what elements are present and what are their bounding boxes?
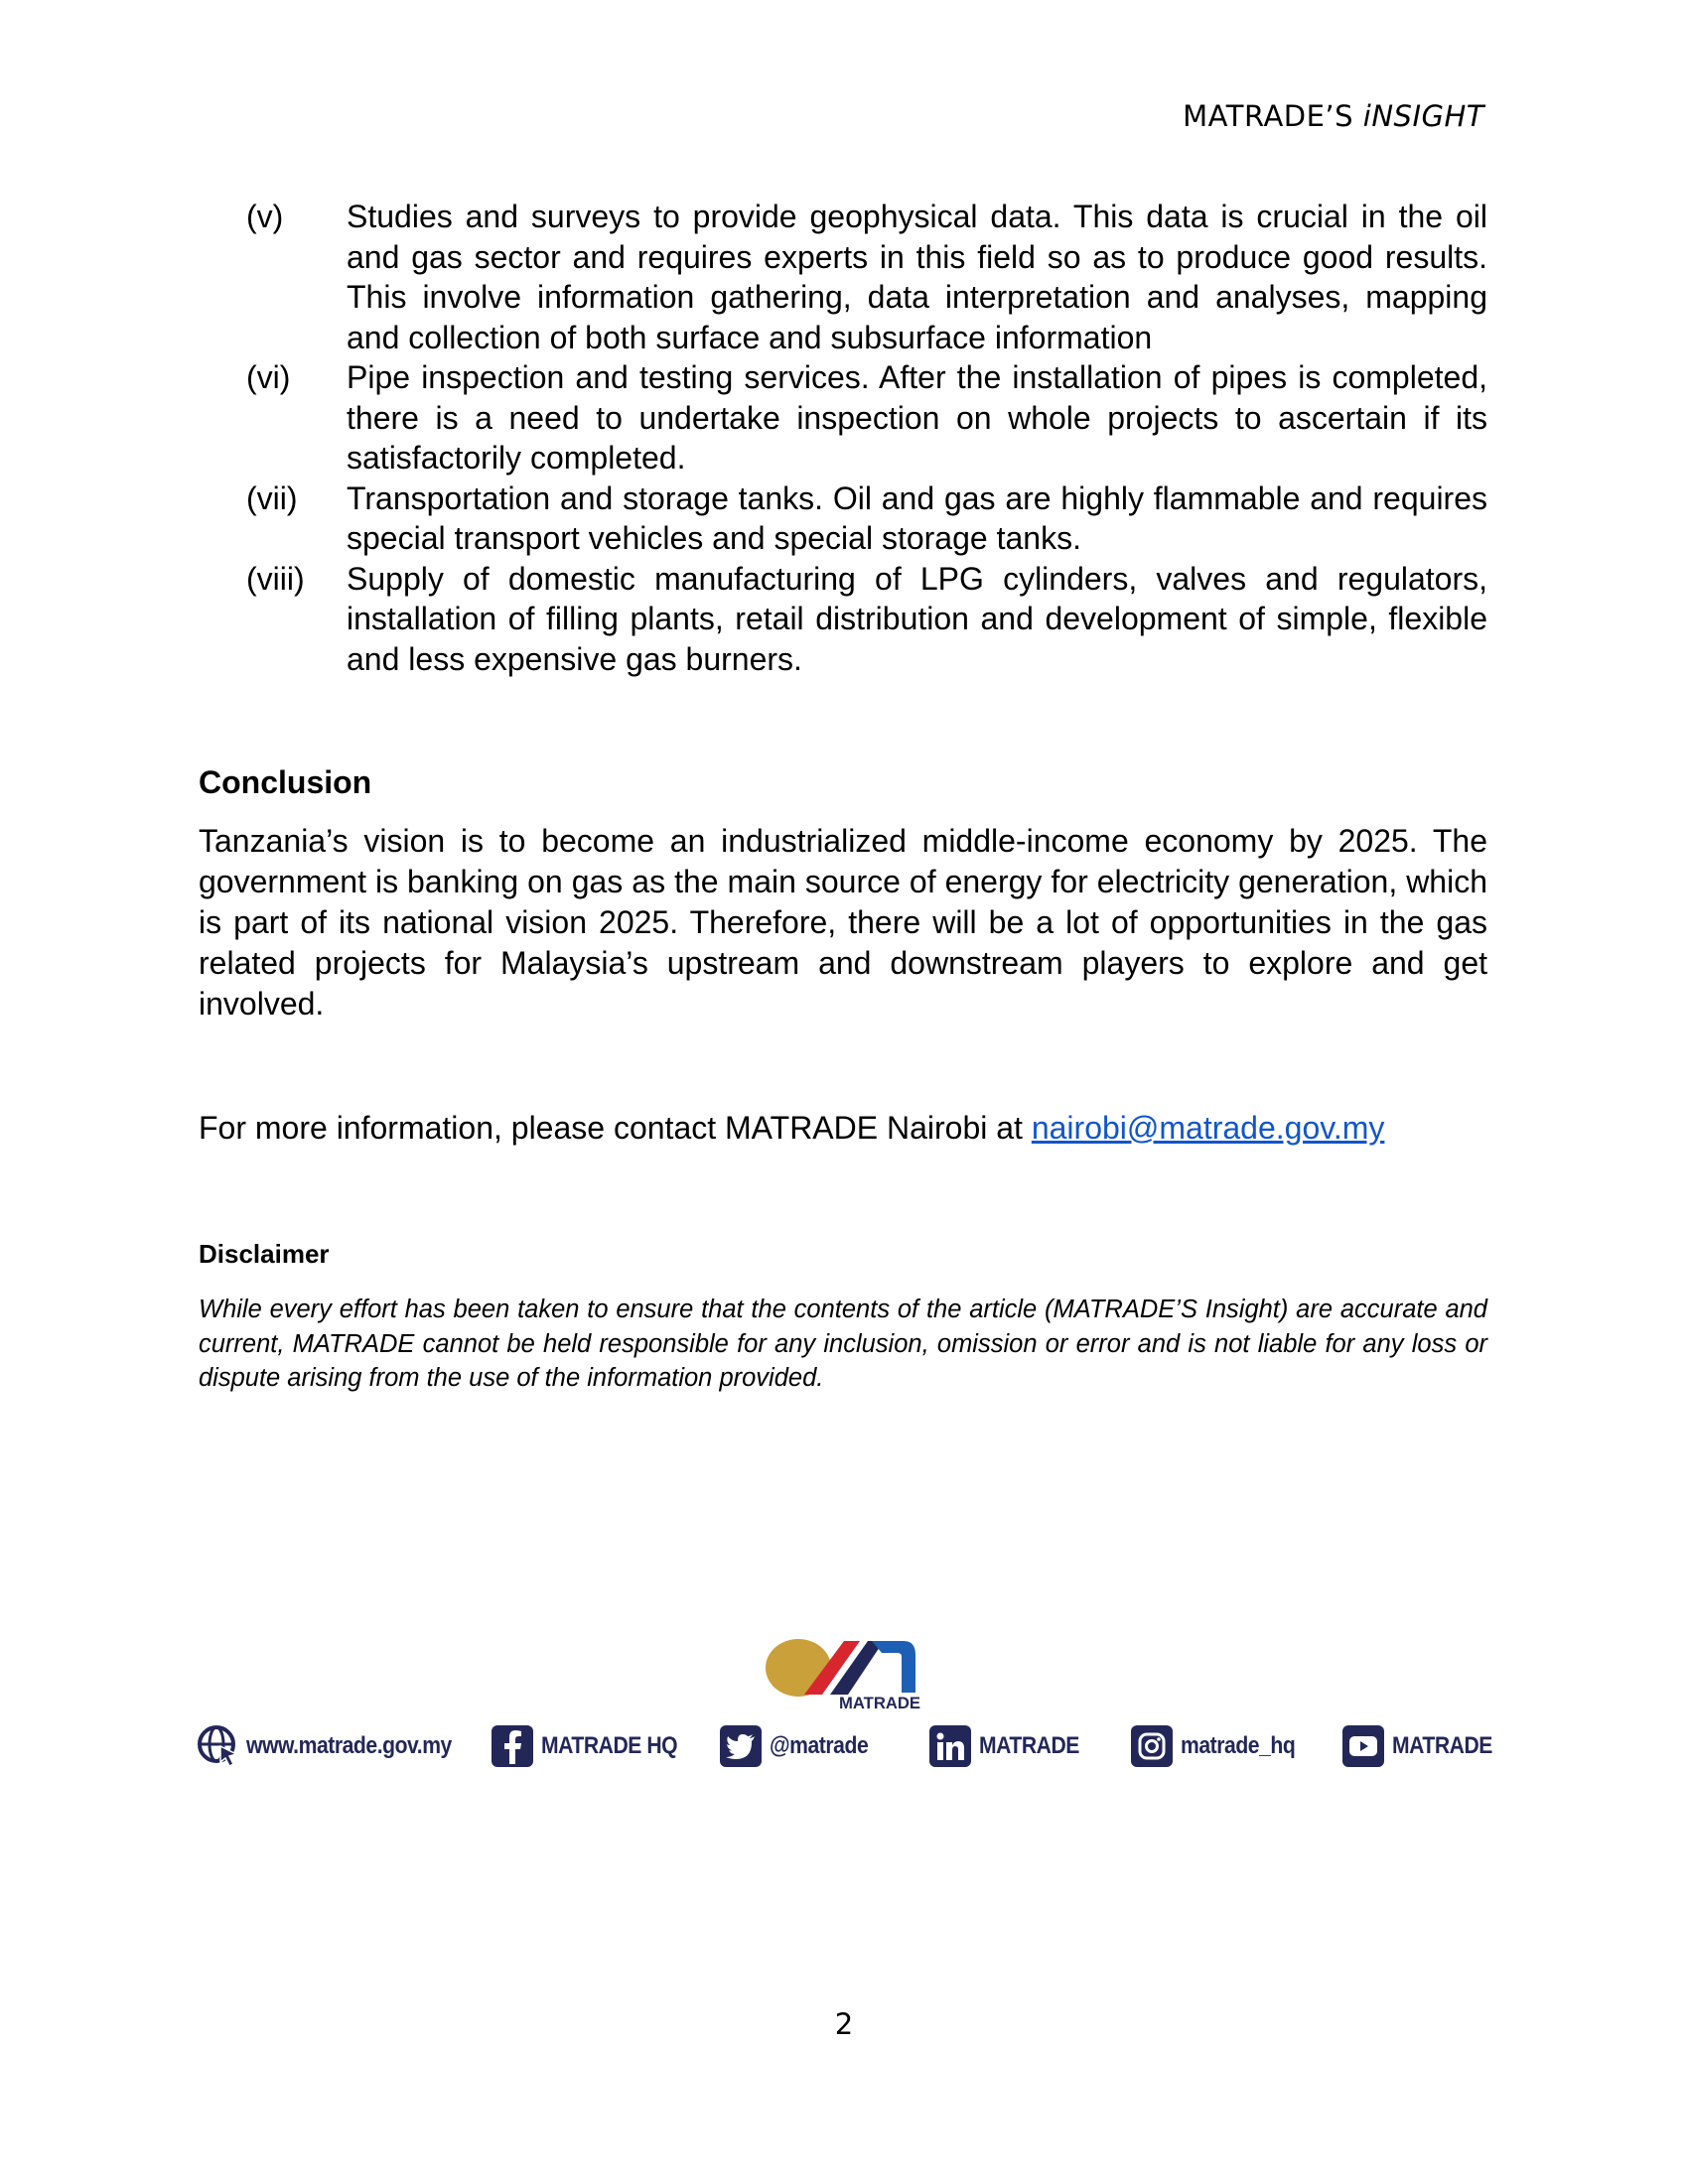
list-item-text: Supply of domestic manufacturing of LPG cylinders, valves and regulators, installation of filling plants, retail distribution and development of simple, flexible and less expensive gas burners. — [347, 560, 1487, 677]
list-item-number: (viii) — [246, 560, 305, 597]
list-item-text: Studies and surveys to provide geophysical data. This data is crucial in the oil and gas sector and requires experts in this field so as to produce good results. This involve information gathering, data interpretation and analyses, mapping and collection of both surface and subsurface information — [347, 199, 1487, 355]
social-label: MATRADE HQ — [541, 1732, 678, 1759]
list-item-number: (vi) — [246, 359, 291, 395]
list-item-number: (v) — [246, 199, 284, 234]
social-links-bar — [197, 1722, 1492, 1772]
social-label: @matrade — [770, 1732, 869, 1759]
social-youtube[interactable] — [1342, 1722, 1506, 1770]
page-number: 2 — [834, 2007, 854, 2041]
list-item-text: Pipe inspection and testing services. After the installation of pipes is completed, there is a need to undertake inspection on whole projects to ascertain if its satisfactorily completed. — [347, 359, 1487, 476]
running-header — [1183, 99, 1484, 133]
social-instagram[interactable] — [1131, 1722, 1311, 1770]
social-facebook[interactable] — [492, 1722, 696, 1770]
twitter-icon — [720, 1725, 762, 1767]
social-label: MATRADE — [1392, 1732, 1492, 1759]
logo-blue-arc — [872, 1641, 915, 1693]
social-website[interactable] — [197, 1722, 480, 1770]
youtube-icon — [1342, 1725, 1384, 1767]
conclusion-heading: Conclusion — [199, 764, 372, 800]
social-label: matrade_hq — [1181, 1732, 1296, 1759]
instagram-icon — [1131, 1725, 1173, 1767]
disclaimer-text: While every effort has been taken to ensure that the contents of the article (MATRADE’S Insight) are accurate and current, MATRADE cannot be held responsible for any inclusion, omission or error and is not liable for any loss or dispute arising from the use of the information provided. — [199, 1296, 1487, 1392]
social-linkedin[interactable] — [929, 1722, 1093, 1770]
list-item — [246, 478, 1487, 559]
matrade-logo — [765, 1633, 923, 1710]
list-item — [246, 559, 1487, 680]
conclusion-paragraph: Tanzania’s vision is to become an industrialized middle-income economy by 2025. The government is banking on gas as the main source of energy for electricity generation, which is part of its national vision 2025. Therefore, there will be a lot of opportunities in the gas related projects for Malaysia’s upstream and downstream players to explore and get involved. — [199, 823, 1487, 1022]
social-label: MATRADE — [979, 1732, 1079, 1759]
list-item — [246, 357, 1487, 478]
linkedin-icon — [929, 1725, 971, 1767]
web-icon — [197, 1724, 240, 1768]
social-label: www.matrade.gov.my — [246, 1732, 452, 1759]
header-italic: iNSIGHT — [1362, 99, 1484, 133]
contact-line — [199, 1110, 1384, 1147]
logo-wordmark: MATRADE — [839, 1694, 920, 1710]
contact-email-link[interactable]: nairobi@matrade.gov.my — [1031, 1110, 1385, 1146]
contact-text: For more information, please contact MATRADE Nairobi at — [199, 1110, 1032, 1146]
services-list — [246, 197, 1487, 679]
list-item-number: (vii) — [246, 479, 298, 516]
list-item-text: Transportation and storage tanks. Oil and gas are highly flammable and requires special transport vehicles and special storage tanks. — [347, 479, 1487, 556]
list-item — [246, 197, 1487, 357]
disclaimer-heading: Disclaimer — [199, 1239, 330, 1269]
facebook-icon — [492, 1725, 533, 1767]
social-twitter[interactable] — [720, 1722, 882, 1770]
header-prefix: MATRADE’S — [1183, 99, 1363, 133]
